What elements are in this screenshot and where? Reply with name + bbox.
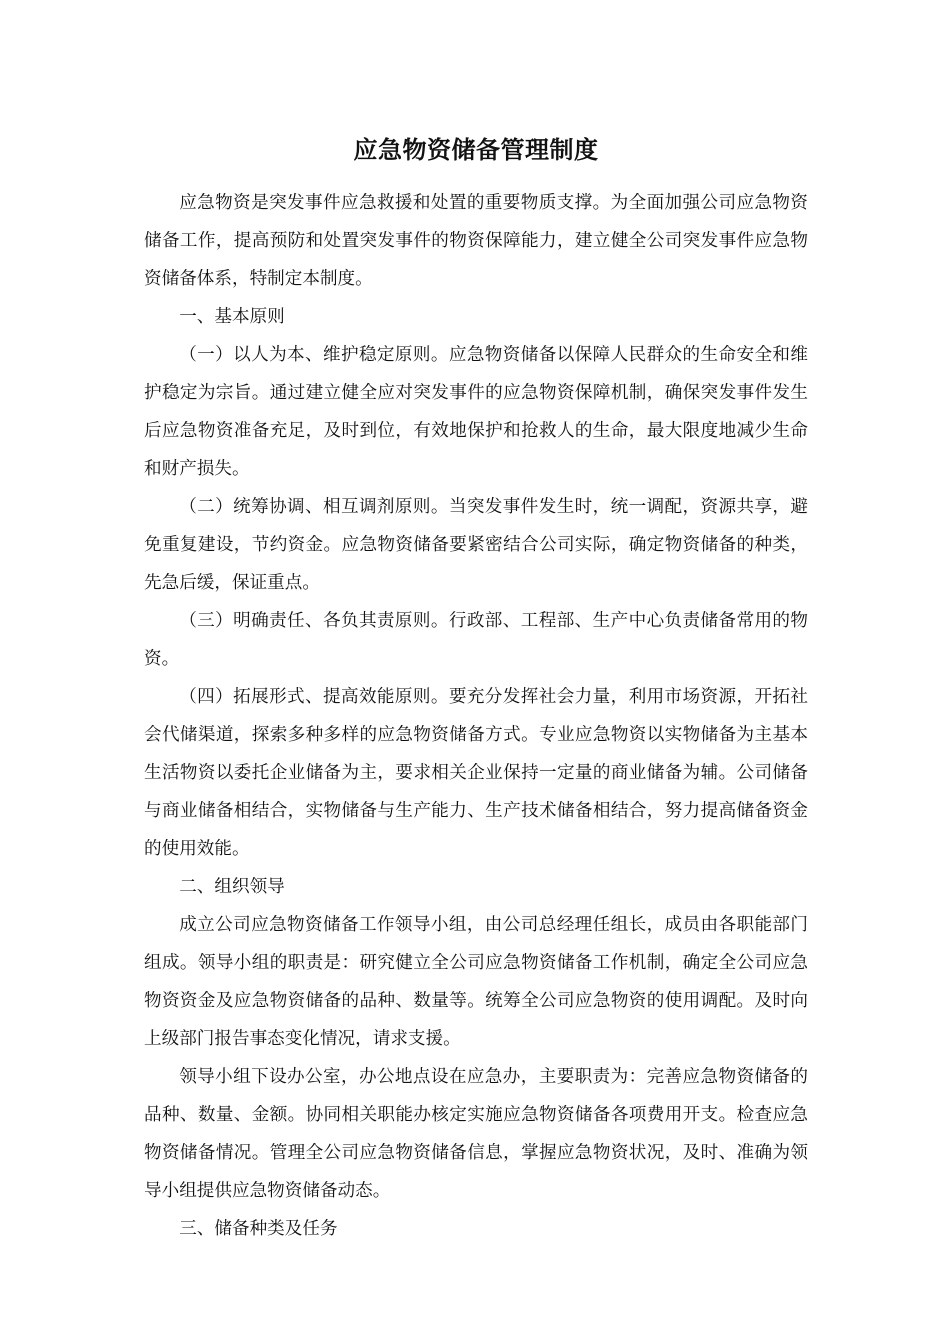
principle-2-paragraph: （二）统筹协调、相互调剂原则。当突发事件发生时，统一调配，资源共享，避免重复建设，节约资金。应急物资储备要紧密结合公司实际，确定物资储备的种类，先急后缓，保证重点。 bbox=[144, 497, 808, 593]
organization-paragraph-1: 成立公司应急物资储备工作领导小组，由公司总经理任组长，成员由各职能部门组成。领导小组的职责是：研究健立全公司应急物资储备工作机制，确定全公司应急物资资金及应急物资储备的品种、数量等。统筹全公司应急物资的使用调配。及时向上级部门报告事态变化情况，请求支援。 bbox=[144, 915, 808, 1049]
section-heading-basic-principles: 一、基本原则 bbox=[179, 307, 285, 327]
principle-3-paragraph: （三）明确责任、各负其责原则。行政部、工程部、生产中心负责储备常用的物资。 bbox=[144, 611, 808, 669]
document-body bbox=[144, 128, 808, 1248]
principle-4-paragraph: （四）拓展形式、提高效能原则。要充分发挥社会力量，利用市场资源，开拓社会代储渠道，探索多种多样的应急物资储备方式。专业应急物资以实物储备为主基本生活物资以委托企业储备为主，要求相关企业保持一定量的商业储备为辅。公司储备与商业储备相结合，实物储备与生产能力、生产技术储备相结合，努力提高储备资金的使用效能。 bbox=[144, 687, 808, 859]
principle-1-paragraph: （一）以人为本、维护稳定原则。应急物资储备以保障人民群众的生命安全和维护稳定为宗旨。通过建立健全应对突发事件的应急物资保障机制，确保突发事件发生后应急物资准备充足，及时到位，有效地保护和抢救人的生命，最大限度地减少生命和财产损失。 bbox=[144, 345, 808, 479]
organization-paragraph-2: 领导小组下设办公室，办公地点设在应急办，主要职责为：完善应急物资储备的品种、数量、金额。协同相关职能办核定实施应急物资储备各项费用开支。检查应急物资储备情况。管理全公司应急物资储备信息，掌握应急物资状况，及时、准确为领导小组提供应急物资储备动态。 bbox=[144, 1067, 808, 1201]
section-heading-organization: 二、组织领导 bbox=[179, 877, 285, 897]
intro-paragraph: 应急物资是突发事件应急救援和处置的重要物质支撑。为全面加强公司应急物资储备工作，提高预防和处置突发事件的物资保障能力，建立健全公司突发事件应急物资储备体系，特制定本制度。 bbox=[144, 193, 808, 289]
document-title: 应急物资储备管理制度 bbox=[353, 136, 599, 164]
section-heading-reserve-types: 三、储备种类及任务 bbox=[179, 1219, 338, 1239]
